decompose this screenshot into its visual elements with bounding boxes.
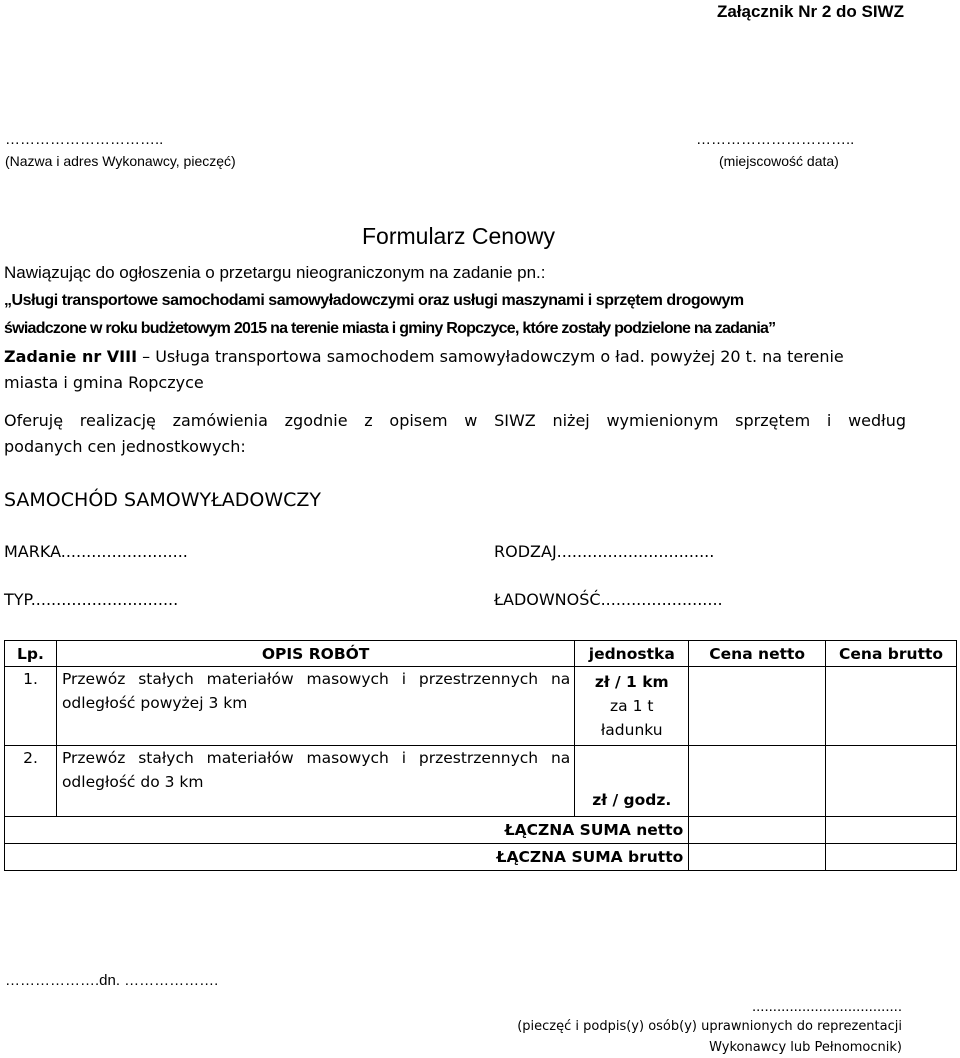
row-unit-line-2: za 1 t [610,697,654,715]
col-header-description: OPIS ROBÓT [56,641,574,667]
contractor-dots: ………………………….. [5,131,164,148]
vehicle-capacity: ŁADOWNOŚĆ........................ [494,590,723,609]
vehicle-heading: SAMOCHÓD SAMOWYŁADOWCZY [4,489,322,511]
vehicle-type: TYP............................. [4,590,179,609]
signature-dots: .................................... [751,998,902,1015]
task-description: – Usługa transportowa samochodem samowyładowczym o ład. powyżej 20 t. na terenie [137,347,844,366]
row-gross-price-cell[interactable] [826,746,957,817]
row-number: 2. [5,746,57,817]
row-description-line-1: Przewóz stałych materiałów masowych i przestrzennych na [61,749,571,767]
task-number: Zadanie nr VIII [4,347,138,366]
row-unit [575,746,689,817]
row-unit-line-3: ładunku [600,721,663,739]
row-net-price-cell[interactable] [689,667,826,746]
total-net-row [5,817,957,844]
signature-label-line-1: (pieczęć i podpis(y) osób(y) uprawnionych do reprezentacji [517,1019,902,1034]
row-unit [575,667,689,746]
row-gross-price-cell[interactable] [826,667,957,746]
place-date-label: (miejscowość data) [719,153,839,169]
subject-line-2: świadczone w roku budżetowym 2015 na terenie miasta i gminy Ropczyce, które zostały podzielone na zadania” [4,320,776,337]
row-unit-line-1: zł / godz. [592,791,672,809]
attachment-label: Załącznik Nr 2 do SIWZ [716,2,904,21]
total-net-value-cell[interactable] [689,817,826,844]
signature-label-line-2: Wykonawcy lub Pełnomocnik) [709,1040,902,1055]
subject-line-1: „Usługi transportowe samochodami samowyładowczymi oraz usługi maszynami i sprzętem drogowym [4,292,744,309]
place-date-dots: ………………………….. [696,131,855,148]
price-table [4,640,957,871]
offer-line-2: podanych cen jednostkowych: [4,437,246,456]
row-net-price-cell[interactable] [689,746,826,817]
intro-text: Nawiązując do ogłoszenia o przetargu nieograniczonym na zadanie pn.: [4,263,546,282]
vehicle-kind: RODZAJ............................... [494,542,715,561]
total-gross-label: ŁĄCZNA SUMA brutto [5,844,689,871]
date-signature-dots: ……………….dn. ………………. [5,972,219,989]
task-line-1 [4,344,906,370]
table-row [5,746,957,817]
total-gross-row [5,844,957,871]
row-description-line-2: odległość do 3 km [61,773,204,791]
row-description-line-2: odległość powyżej 3 km [61,694,248,712]
offer-line-1: Oferuję realizację zamówienia zgodnie z opisem w SIWZ niżej wymienionym sprzętem i według [4,411,906,430]
col-header-net-price: Cena netto [689,641,826,667]
total-gross-empty-cell [689,844,826,871]
row-description [56,667,574,746]
task-line-2: miasta i gmina Ropczyce [4,373,204,392]
row-number: 1. [5,667,57,746]
total-net-label: ŁĄCZNA SUMA netto [5,817,689,844]
total-net-empty-cell [826,817,957,844]
table-row [5,667,957,746]
contractor-label: (Nazwa i adres Wykonawcy, pieczęć) [5,153,236,169]
row-description-line-1: Przewóz stałych materiałów masowych i przestrzennych na [61,670,571,688]
row-description [56,746,574,817]
col-header-lp: Lp. [5,641,57,667]
form-title: Formularz Cenowy [362,223,555,249]
row-unit-line-1: zł / 1 km [594,673,669,691]
vehicle-make: MARKA......................... [4,542,188,561]
col-header-unit: jednostka [575,641,689,667]
col-header-gross-price: Cena brutto [826,641,957,667]
total-gross-value-cell[interactable] [826,844,957,871]
table-header-row [5,641,957,667]
